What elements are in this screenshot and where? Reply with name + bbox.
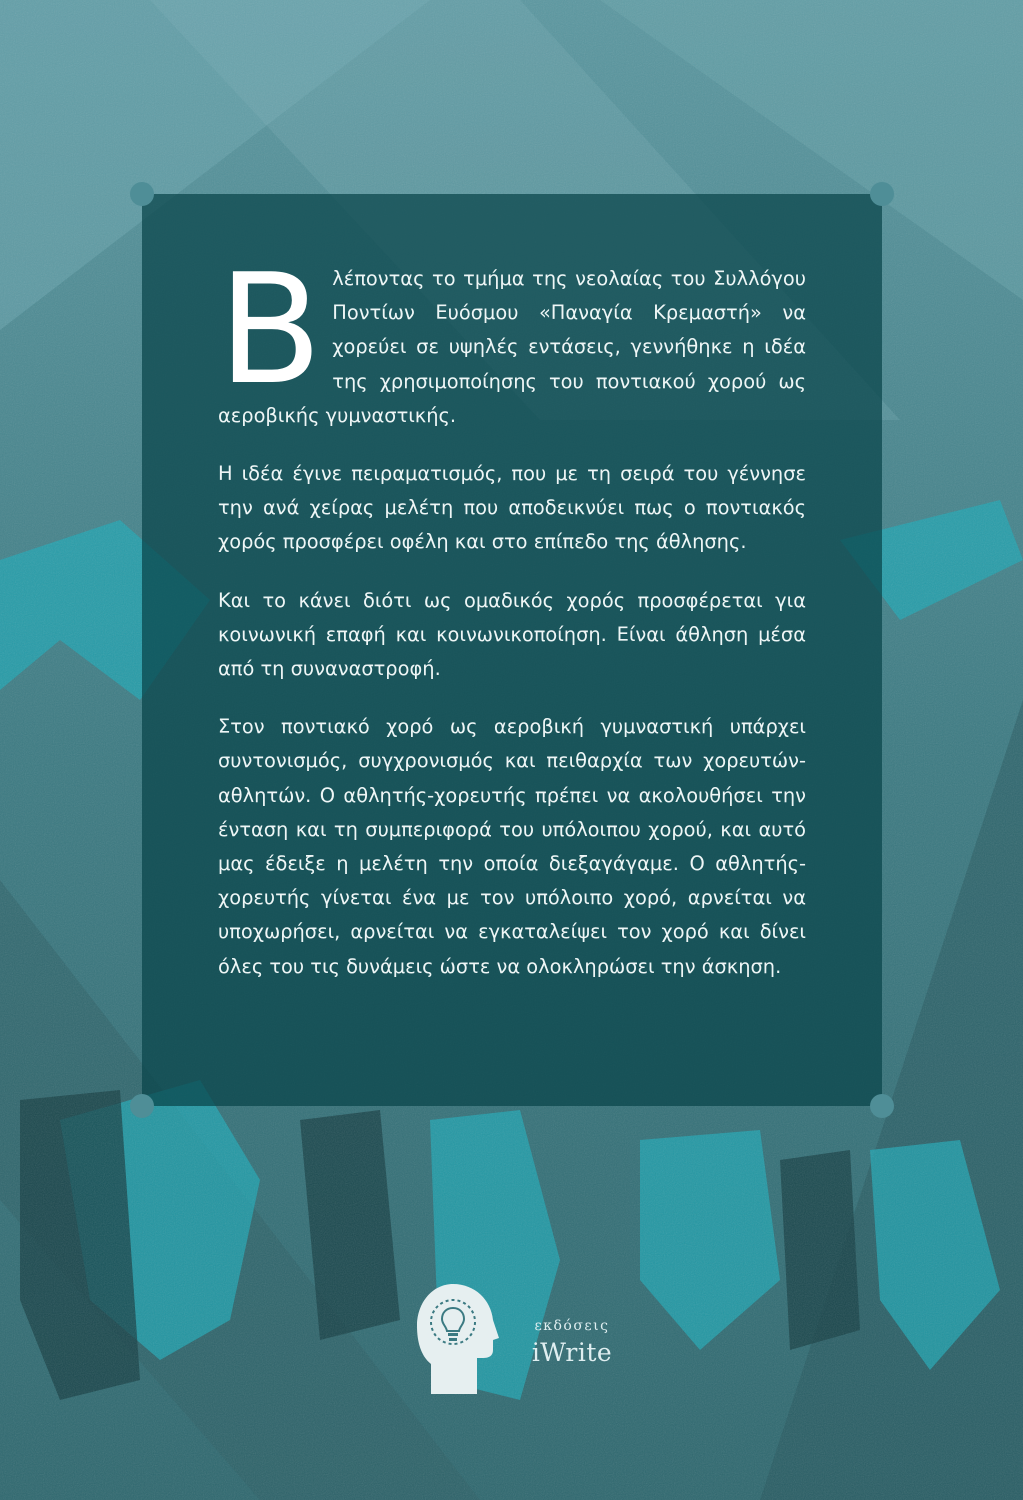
paragraph-4: Στον ποντιακό χορό ως αεροβική γυμναστική υπάρχει συντονισμός, συγχρονισμός και πειθαρχία των χορευτών-αθλητών. Ο αθλητής-χορευτής πρέπει να ακολουθήσει την ένταση και τη συμπεριφορά του υπόλοιπου χορού, και αυτό μας έδειξε η μελέτη την οποία διεξαγάγαμε. Ο αθλητής-χορευτής γίνεται ένα με τον υπόλοιπο χορό, αρνείται να υποχωρήσει, αρνείται να εγκαταλείψει τον χορό και δίνει όλες του τις δυνάμεις ώστε να ολοκληρώσει την άσκηση. xyxy=(218,715,806,978)
publisher-name: iWrite xyxy=(531,1338,613,1367)
panel-corner-notch xyxy=(870,182,894,206)
paragraph-2: Η ιδέα έγινε πειραματισμός, που με τη σειρά του γέννησε την ανά χείρας μελέτη που αποδεικνύει πως ο ποντιακός χορός προσφέρει οφέλη και στο επίπεδο της άθλησης. xyxy=(218,462,806,554)
panel-corner-notch xyxy=(130,182,154,206)
head-lightbulb-icon xyxy=(417,1282,499,1397)
panel-corner-notch xyxy=(870,1094,894,1118)
drop-cap: Β xyxy=(218,241,323,418)
panel-corner-notch xyxy=(130,1094,154,1118)
back-cover-text xyxy=(218,241,806,1008)
paragraph-1-text: λέποντας το τμήμα της νεολαίας του Συλλόγου Ποντίων Ευόσμου «Παναγία Κρεμαστή» να χορεύει σε υψηλές εντάσεις, γεννήθηκε η ιδέα της χρησιμοποίησης του ποντιακού χορού ως αεροβικής γυμναστικής. xyxy=(218,267,806,427)
paragraph-1 xyxy=(218,241,806,433)
publisher-label-small: εκδόσεις xyxy=(534,1318,610,1334)
publisher-mark xyxy=(522,1318,622,1367)
paragraph-3: Και το κάνει διότι ως ομαδικός χορός προσφέρεται για κοινωνική επαφή και κοινωνικοποίηση. Είναι άθληση μέσα από τη συναναστροφή. xyxy=(218,588,806,681)
